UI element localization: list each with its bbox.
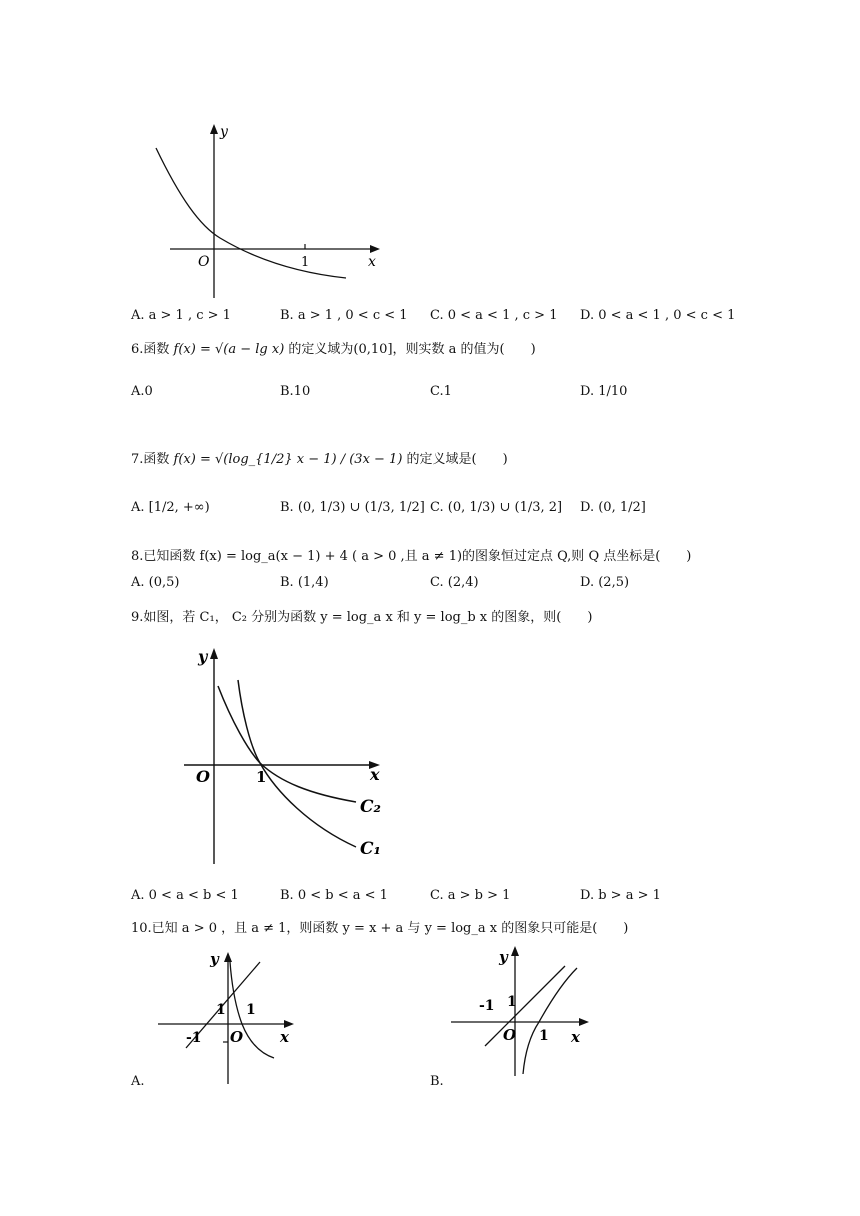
q9-x-label: x	[370, 765, 380, 784]
q10a-origin-label: O	[230, 1028, 244, 1046]
q6-function: f(x) = √(a − lg x)	[173, 342, 285, 357]
q5-x-label: x	[368, 254, 376, 270]
q7-option-c[interactable]: C. (0, 1/3) ∪ (1/3, 2]	[430, 500, 563, 515]
q10b-neg-one-label: -1	[479, 998, 495, 1014]
q10-stem: 10.已知 a > 0 ，且 a ≠ 1，则函数 y = x + a 与 y = log_a x 的图象只可能是( )	[131, 921, 629, 936]
q9-figure	[180, 642, 390, 867]
q7-option-d[interactable]: D. (0, 1/2]	[580, 500, 646, 515]
q8-stem: 8.已知函数 f(x) = log_a(x − 1) + 4 ( a > 0 ,且 a ≠ 1)的图象恒过定点 Q,则 Q 点坐标是( )	[131, 549, 692, 564]
q5-option-b[interactable]: B. a > 1 , 0 < c < 1	[280, 308, 408, 323]
q10a-one-x-label: 1	[246, 1002, 256, 1018]
q10b-x-label: x	[571, 1028, 580, 1046]
q9-option-d[interactable]: D. b > a > 1	[580, 888, 661, 903]
q8-option-b[interactable]: B. (1,4)	[280, 575, 329, 590]
q5-y-label: y	[220, 124, 228, 140]
q5-figure	[150, 120, 390, 300]
q7-stem	[131, 448, 508, 467]
q5-origin-label: O	[198, 254, 210, 270]
q10b-origin-label: O	[503, 1026, 517, 1044]
q9-one-label: 1	[256, 768, 267, 786]
q6-suffix: 的定义域为(0,10]，则实数 a 的值为( )	[288, 342, 536, 357]
q10a-neg-one-label: -1	[186, 1030, 202, 1046]
q9-option-b[interactable]: B. 0 < b < a < 1	[280, 888, 388, 903]
q9-option-a[interactable]: A. 0 < a < b < 1	[131, 888, 239, 903]
q10-figure-b	[445, 942, 595, 1082]
q6-option-a[interactable]: A.0	[131, 384, 153, 399]
q7-prefix: 7.函数	[131, 452, 170, 467]
q8-option-a[interactable]: A. (0,5)	[131, 575, 180, 590]
q6-stem	[131, 338, 536, 357]
q10a-y-label: y	[210, 950, 219, 968]
q6-prefix: 6.函数	[131, 342, 170, 357]
q5-option-c[interactable]: C. 0 < a < 1 , c > 1	[430, 308, 558, 323]
q10-option-a[interactable]: A.	[131, 1074, 145, 1089]
q7-suffix: 的定义域是( )	[406, 452, 508, 467]
q9-y-label: y	[198, 647, 208, 666]
q10-option-b[interactable]: B.	[430, 1074, 444, 1089]
q9-origin-label: O	[196, 767, 210, 786]
q10-figure-a	[150, 948, 300, 1088]
q9-c2-label: C₂	[360, 797, 381, 817]
q10b-y-label: y	[499, 948, 508, 966]
q5-option-d[interactable]: D. 0 < a < 1 , 0 < c < 1	[580, 308, 736, 323]
q6-option-b[interactable]: B.10	[280, 384, 311, 399]
q8-option-c[interactable]: C. (2,4)	[430, 575, 479, 590]
q7-option-b[interactable]: B. (0, 1/3) ∪ (1/3, 1/2]	[280, 500, 425, 515]
q10b-one-y-label: 1	[507, 994, 517, 1010]
q7-function: f(x) = √(log_{1/2} x − 1) / (3x − 1)	[173, 452, 403, 467]
q6-option-c[interactable]: C.1	[430, 384, 452, 399]
q7-option-a[interactable]: A. [1/2, +∞)	[131, 500, 210, 515]
q5-one-label: 1	[301, 255, 310, 270]
q9-c1-label: C₁	[360, 839, 381, 859]
q5-option-a[interactable]: A. a > 1 , c > 1	[131, 308, 231, 323]
q10a-x-label: x	[280, 1028, 289, 1046]
q9-stem: 9.如图，若 C₁， C₂ 分别为函数 y = log_a x 和 y = log_b x 的图象，则( )	[131, 610, 593, 625]
q8-option-d[interactable]: D. (2,5)	[580, 575, 630, 590]
q9-option-c[interactable]: C. a > b > 1	[430, 888, 511, 903]
q10b-one-x-label: 1	[539, 1028, 549, 1044]
q6-option-d[interactable]: D. 1/10	[580, 384, 628, 399]
q10a-one-y-label: 1	[216, 1002, 226, 1018]
